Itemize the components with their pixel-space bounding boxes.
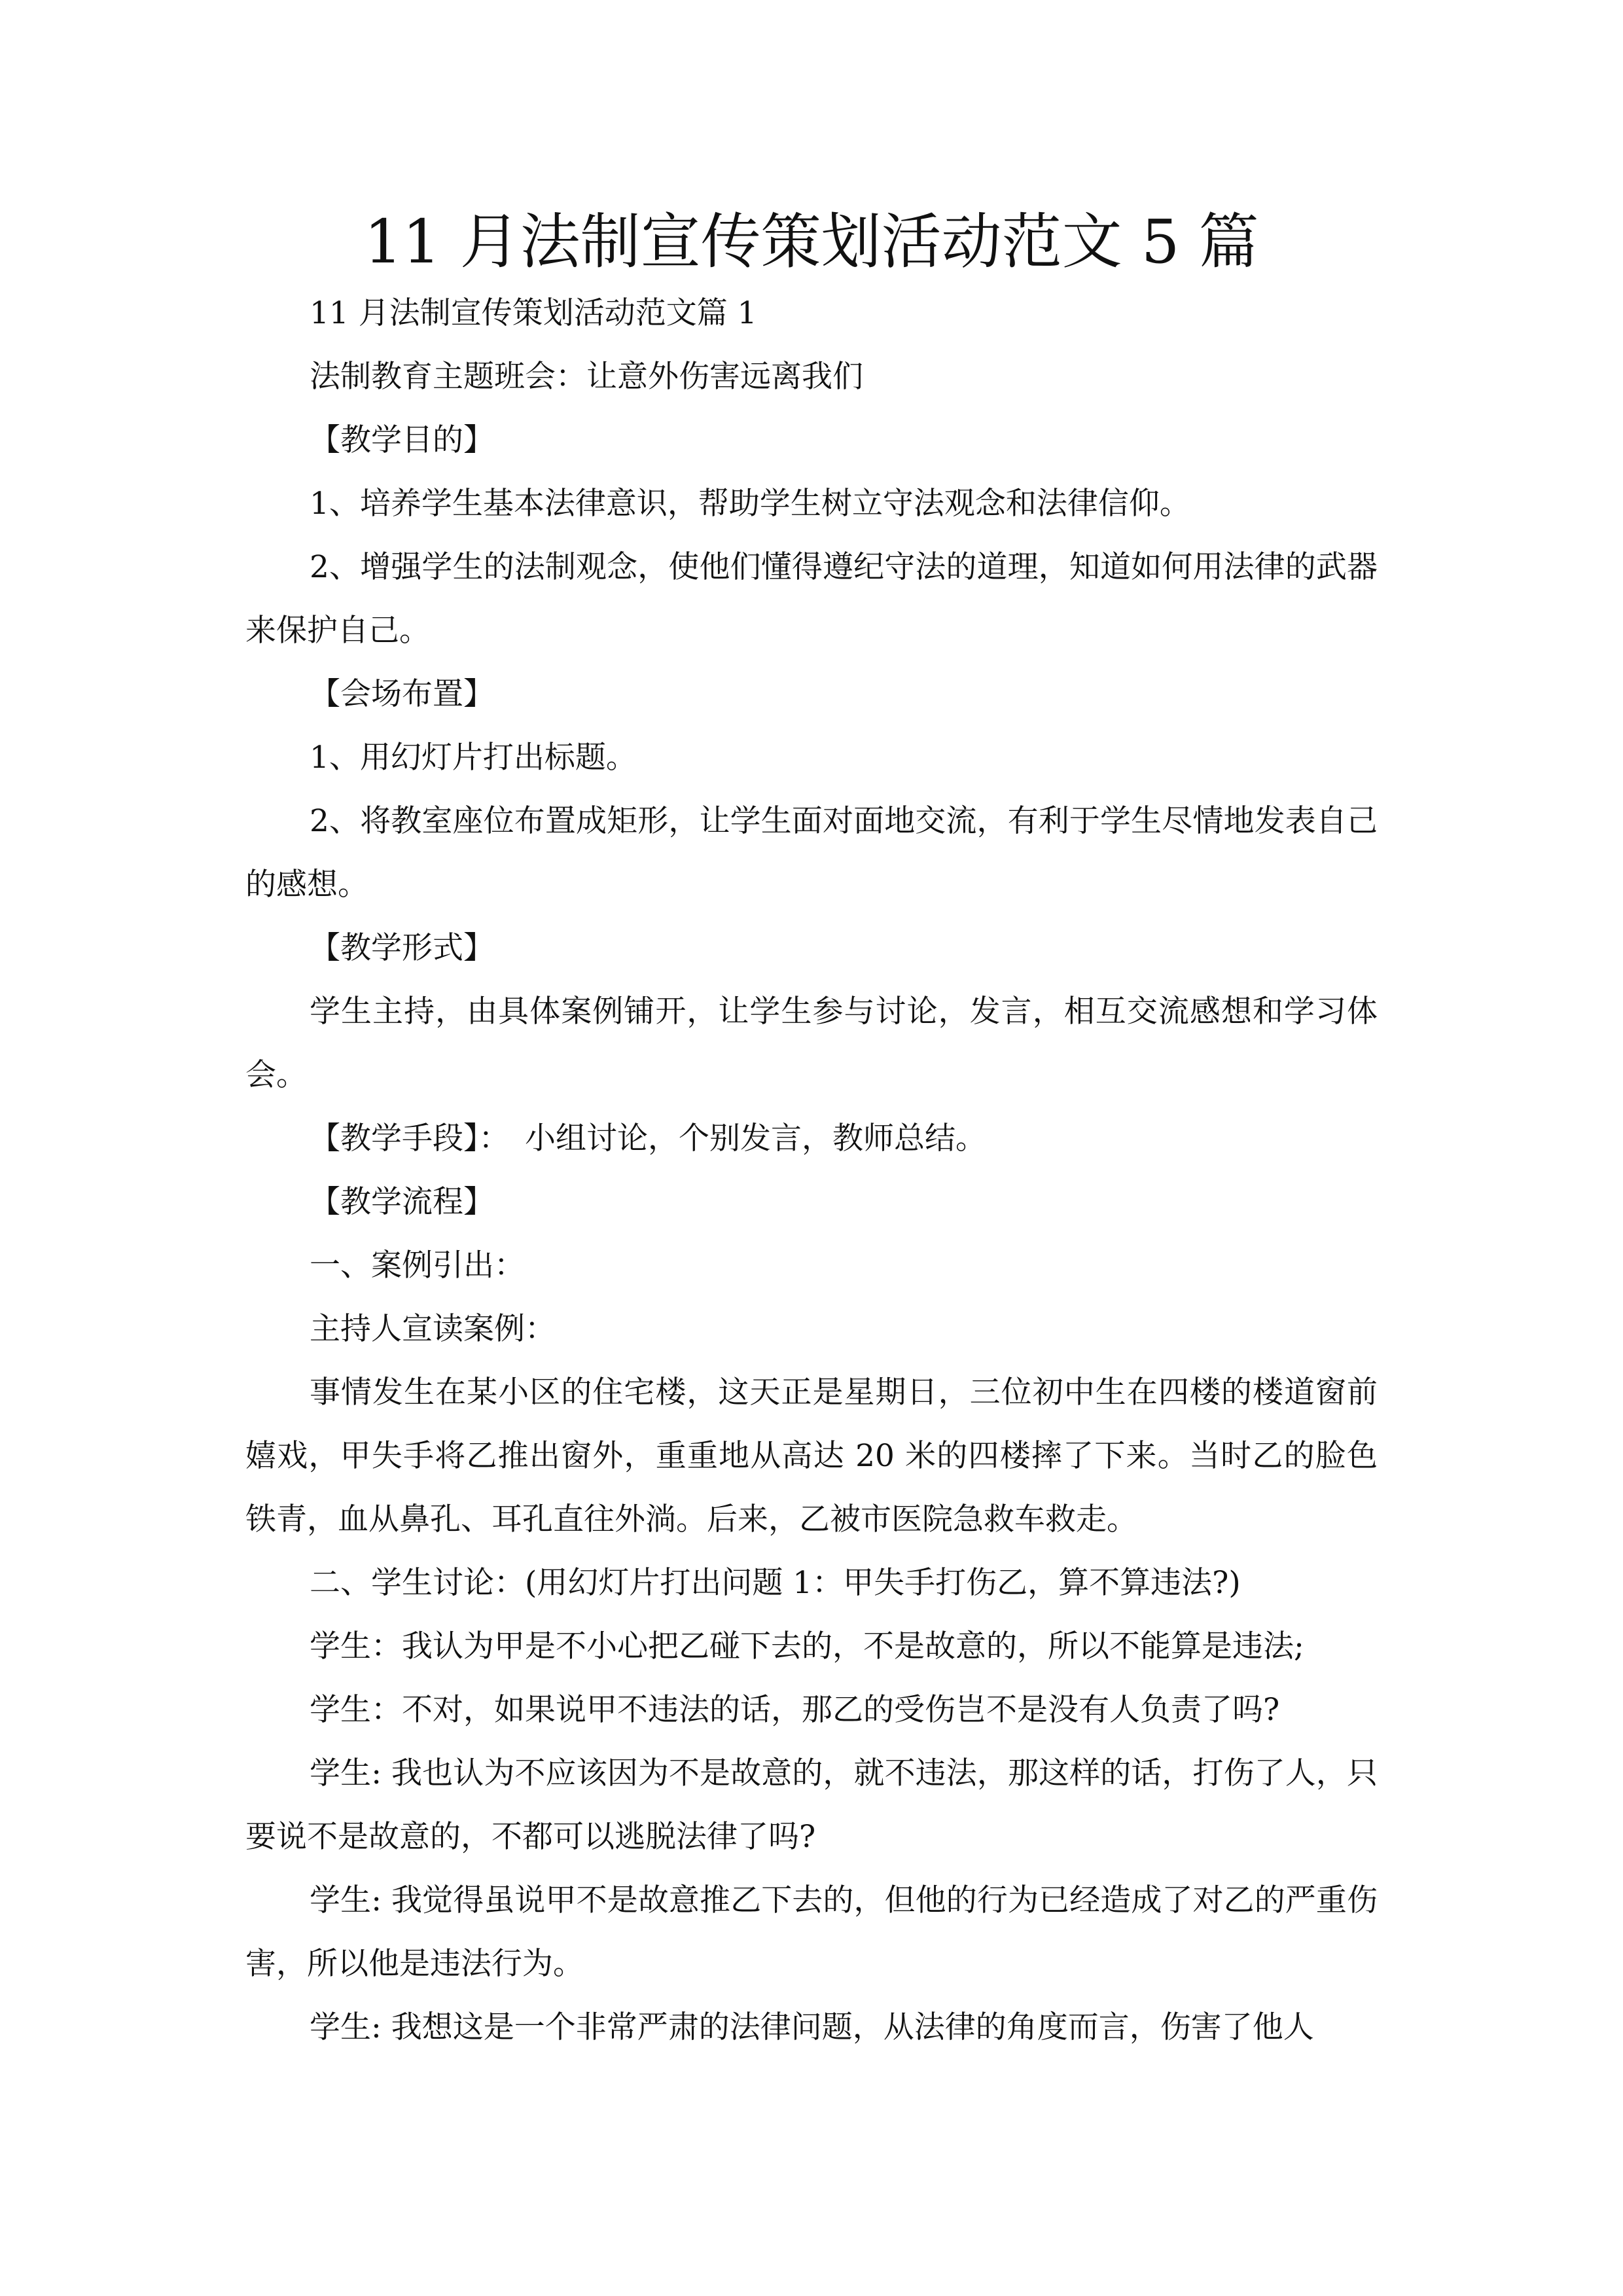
student-comment: 学生: 我想这是一个非常严肃的法律问题，从法律的角度而言，伤害了他人 [310, 2009, 1314, 2045]
section-heading-teaching-goal: 【教学目的】 [310, 422, 494, 458]
paragraph: 2、增强学生的法制观念，使他们懂得遵纪守法的道理，知道如何用法律的武器来保护自己。 [245, 549, 1378, 649]
section-heading-venue: 【会场布置】 [310, 676, 494, 712]
subtitle-paragraph: 11 月法制宣传策划活动范文篇 1 [310, 295, 757, 331]
paragraph: 学生主持，由具体案例铺开，让学生参与讨论，发言，相互交流感想和学习体会。 [245, 994, 1378, 1093]
student-comment: 学生：不对，如果说甲不违法的话，那乙的受伤岂不是没有人负责了吗? [310, 1692, 1280, 1728]
section-heading-means: 【教学手段】： 小组讨论，个别发言，教师总结。 [310, 1121, 986, 1157]
student-comment: 学生：我认为甲是不小心把乙碰下去的，不是故意的，所以不能算是违法; [310, 1628, 1304, 1664]
theme-paragraph: 法制教育主题班会：让意外伤害远离我们 [310, 359, 863, 395]
section-heading-process: 【教学流程】 [310, 1184, 494, 1220]
case-paragraph: 事情发生在某小区的住宅楼，这天正是星期日，三位初中生在四楼的楼道窗前嬉戏，甲失手将乙推出窗外，重重地从高达 20 米的四楼摔了下来。当时乙的脸色铁青，血从鼻孔、耳孔直往外淌。后来，乙被市医院急救车救走。 [245, 1374, 1378, 1537]
paragraph: 1、培养学生基本法律意识，帮助学生树立守法观念和法律信仰。 [310, 486, 1190, 522]
paragraph: 主持人宣读案例： [310, 1311, 556, 1347]
document-body [245, 281, 1378, 2059]
paragraph: 2、将教室座位布置成矩形，让学生面对面地交流，有利于学生尽情地发表自己的感想。 [245, 803, 1378, 903]
student-comment: 学生: 我觉得虽说甲不是故意推乙下去的，但他的行为已经造成了对乙的严重伤害，所以他是违法行为。 [245, 1882, 1378, 1982]
document-title: 11 月法制宣传策划活动范文 5 篇 [364, 207, 1259, 277]
paragraph: 二、学生讨论：(用幻灯片打出问题 1：甲失手打伤乙，算不算违法?) [310, 1565, 1241, 1601]
paragraph: 一、案例引出： [310, 1247, 525, 1283]
paragraph: 1、用幻灯片打出标题。 [310, 740, 637, 776]
student-comment: 学生: 我也认为不应该因为不是故意的，就不违法，那这样的话，打伤了人，只要说不是故意的，不都可以逃脱法律了吗? [245, 1755, 1378, 1855]
section-heading-form: 【教学形式】 [310, 930, 494, 966]
